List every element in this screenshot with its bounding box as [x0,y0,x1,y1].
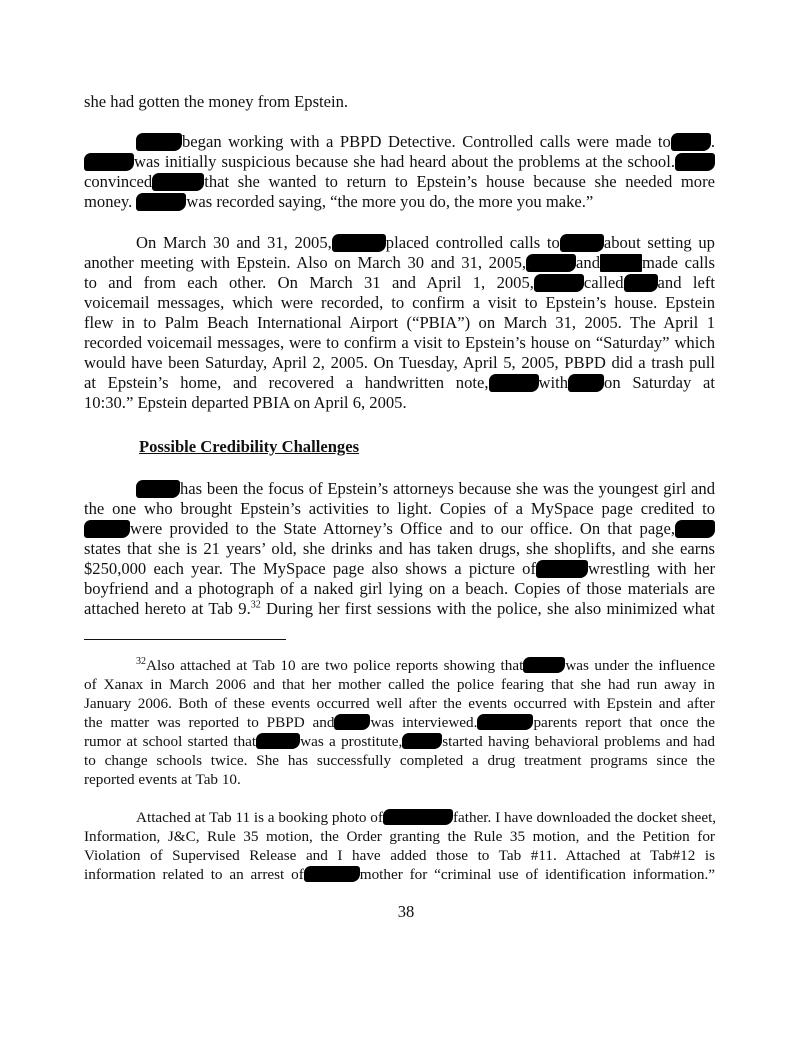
text-span: $250,000 each year. The MySpace page also shows a picture of [84,559,537,578]
text-line [84,92,715,112]
text-span: and left [657,273,715,292]
redaction-bar [675,153,715,171]
text-span: has been the focus of Epstein’s attorneys because she was the youngest girl and [180,479,715,498]
text-span: . [710,132,715,151]
redaction-bar [671,133,711,151]
text-line [136,233,715,253]
text-span: father. I have downloaded the docket sheet, [452,809,717,826]
text-span: of Xanax in March 2006 and that her mother called the police fearing that she had run away in [84,676,715,693]
text-span: to change schools twice. She has successfully completed a drug treatment programs since the [84,752,715,769]
text-span: Information, J&C, Rule 35 motion, the Order granting the Rule 35 motion, and the Petition for [84,828,715,845]
text-line [84,353,715,373]
text-line [84,313,715,333]
footnote-line [84,827,715,846]
redaction-bar [402,733,442,749]
text-line [84,599,715,619]
text-span: would have been Saturday, April 2, 2005. On Tuesday, April 5, 2005, PBPD did a trash pull [84,353,715,372]
footnote-line [84,713,715,732]
section-heading: Possible Credibility Challenges [139,437,360,456]
redaction-bar [536,560,588,578]
footnote-number: 32 [136,655,146,667]
text-span: to and from each other. On March 31 and April 1, 2005, [84,273,534,292]
text-span: began working with a PBPD Detective. Controlled calls were made to [182,132,671,151]
text-span: information related to an arrest of [84,866,304,883]
text-span: another meeting with Epstein. Also on March 30 and 31, 2005, [84,253,527,272]
redaction-bar [675,520,715,538]
text-line [84,373,715,393]
footnote-line [84,694,715,713]
text-span: was under the influence [565,657,715,674]
redaction-bar [526,254,576,272]
text-span: During her first sessions with the police, she also minimized what [260,599,715,618]
text-line [84,499,715,519]
text-span: attached hereto at Tab 9. [84,599,251,618]
text-span: made calls [642,253,715,272]
redaction-bar [600,254,642,272]
footnote-line [84,846,715,865]
footnote-line [84,751,715,770]
footnote-line [136,808,715,827]
text-span: parents report that once the [533,714,715,731]
text-span: January 2006. Both of these events occurred well after the events occurred with Epstein and after [84,695,715,712]
text-span: about setting up [603,233,715,252]
text-line [84,293,715,313]
redaction-bar [477,714,533,730]
text-line [84,253,715,273]
redaction-bar [334,714,370,730]
footnote-line [84,675,715,694]
text-line [136,479,715,499]
text-span: flew in to Palm Beach International Airport (“PBIA”) on March 31, 2005. The April 1 [84,313,715,332]
redaction-bar [560,234,604,252]
text-span: that she wanted to return to Epstein’s house because she needed more [204,172,715,191]
text-span: was a prostitute, [300,733,403,750]
text-span: called [583,273,624,292]
text-span: wrestling with her [588,559,715,578]
text-span: boyfriend and a photograph of a naked girl lying on a beach. Copies of those materials are [84,579,715,598]
redaction-bar [84,153,134,171]
redaction-bar [136,480,180,498]
text-span: was recorded saying, “the more you do, the more you make.” [186,192,594,211]
text-span: money. [84,192,133,211]
text-span: convinced [84,172,153,191]
text-span: started having behavioral problems and had [442,733,715,750]
text-span: she had gotten the money from Epstein. [84,92,349,111]
text-span: and [576,253,600,272]
text-span: the matter was reported to PBPD and [84,714,335,731]
text-span: placed controlled calls to [385,233,560,252]
redaction-bar [136,193,186,211]
text-span: on Saturday at [604,373,715,392]
text-line [84,579,715,599]
footnote-line [84,732,715,751]
redaction-bar [568,374,604,392]
text-line [84,172,715,192]
text-span: was initially suspicious because she had heard about the problems at the school. [134,152,675,171]
page-number: 38 [397,902,415,921]
text-span: mother for “criminal use of identification information.” [359,866,716,883]
text-span: reported events at Tab 10. [84,771,241,788]
text-span: the one who brought Epstein’s activities to light. Copies of a MySpace page credited to [84,499,715,518]
footnote-line [84,770,715,789]
text-span: voicemail messages, which were recorded, to confirm a visit to Epstein’s house. Epstein [84,293,715,312]
text-span: with [538,373,569,392]
redaction-bar [489,374,539,392]
text-line [84,559,715,579]
redaction-bar [152,173,204,191]
redaction-bar [84,520,130,538]
text-span: were provided to the State Attorney’s Office and to our office. On that page, [130,519,675,538]
text-line [84,152,715,172]
redaction-bar [304,866,360,882]
text-line [84,519,715,539]
text-span: Attached at Tab 11 is a booking photo of [136,809,383,826]
text-span: On March 30 and 31, 2005, [136,233,332,252]
redaction-bar [332,234,386,252]
redaction-bar [136,133,182,151]
text-span: Violation of Supervised Release and I have added those to Tab #11. Attached at Tab#12 is [84,847,715,864]
text-span: states that she is 21 years’ old, she drinks and has taken drugs, she shoplifts, and she earns [84,539,715,558]
footnote-divider [84,639,286,640]
text-span: at Epstein’s home, and recovered a handwritten note, [84,373,489,392]
text-span: rumor at school started that [84,733,257,750]
text-line [136,132,715,152]
text-span: 10:30.” Epstein departed PBIA on April 6, 2005. [84,393,407,412]
text-span: Also attached at Tab 10 are two police reports showing that [146,657,524,674]
text-span: recorded voicemail messages, were to confirm a visit to Epstein’s house on “Saturday” which [84,333,715,352]
redaction-bar [624,274,658,292]
text-span: was interviewed. [370,714,478,731]
text-line [84,539,715,559]
redaction-bar [534,274,584,292]
redaction-bar [523,657,565,673]
text-line [84,273,715,293]
text-line [84,393,715,413]
text-line [84,192,715,212]
redaction-bar [256,733,300,749]
text-line [84,333,715,353]
footnote-ref: 32 [250,599,261,611]
redaction-bar [383,809,453,825]
footnote-line [84,865,715,884]
footnote-line [136,656,715,675]
